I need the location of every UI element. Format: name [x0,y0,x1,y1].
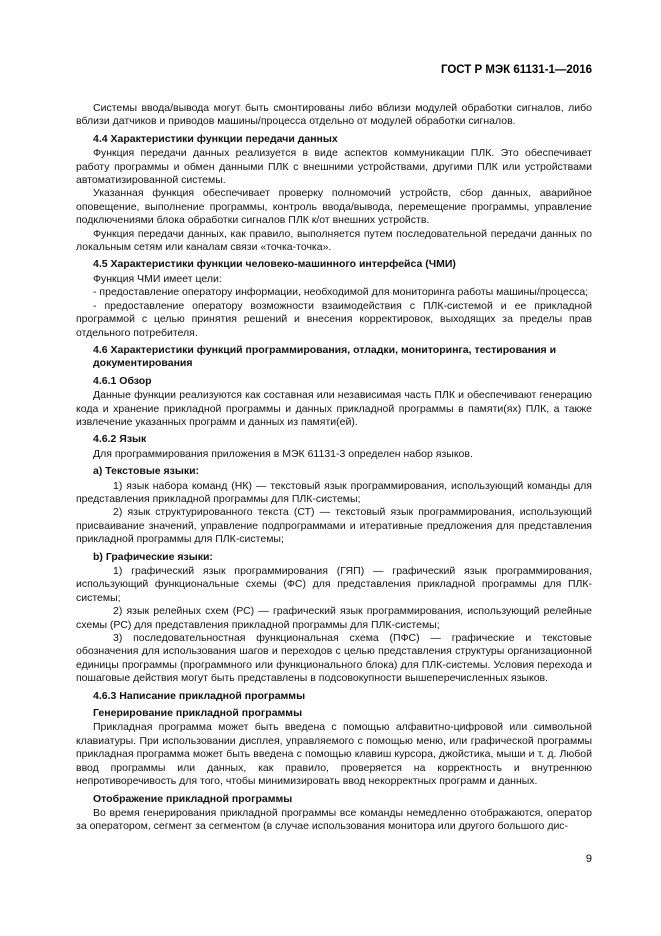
list-item: 3) последовательностная функциональная схема (ПФС) — графические и текстовые обозначения для использования шагов и переходов с целью представления структуры организационной единицы программы (программного или функционального блока) для ПЛК-системы. Условия перехода и пошаговые действия могут быть представлены в подсовокупности вышеперечисленных языков. [76,632,592,685]
paragraph: Для программирования приложения в МЭК 61131-3 определен набор языков. [93,447,473,460]
document-body [76,102,592,834]
list-item: 1) язык набора команд (НК) — текстовый язык программирования, использующий команды для представления прикладной программы для ПЛК-системы; [76,479,592,505]
list-item: 2) язык структурированного текста (СТ) — текстовый язык программирования, использующий присваивание значений, управление подпрограммами и итеративные предложения для представления прикладной программы для ПЛК-системы; [76,506,592,546]
section-heading-4-6-2: 4.6.2 Язык [93,433,147,446]
page-header: ГОСТ Р МЭК 61131-1—2016 [440,64,592,76]
section-heading-4-6-1: 4.6.1 Обзор [93,374,152,387]
paragraph: Функция ЧМИ имеет цели: [93,272,222,285]
subheading-display: Отображение прикладной программы [93,792,293,805]
list-item: 1) графический язык программирования (ГЯП) — графический язык программирования, использующий функциональные схемы (ФС) для представления прикладной программы для ПЛК-системы; [76,565,592,604]
section-heading-4-5: 4.5 Характеристики функции человеко-машинного интерфейса (ЧМИ) [93,258,456,271]
subheading-text-languages: a) Текстовые языки: [93,465,200,478]
section-heading-4-6-3: 4.6.3 Написание прикладной программы [93,689,306,702]
section-heading-4-6: 4.6 Характеристики функций программирования, отладки, мониторинга, тестирования и документирования [93,343,557,370]
list-item: - предоставление оператору информации, необходимой для мониторинга работы машины/процесса; [93,286,589,299]
paragraph: Системы ввода/вывода могут быть смонтированы либо вблизи модулей обработки сигналов, либо вблизи датчиков и приводов машины/процесса отдельно от модулей обработки сигналов. [76,102,592,128]
paragraph: Данные функции реализуются как составная или независимая часть ПЛК и обеспечивают генерацию кода и хранение прикладной программы и данных прикладной программы в памяти(ях) ПЛК, а также извлечение указанных программ и данных из памяти(ей). [76,389,592,428]
paragraph: Прикладная программа может быть введена с помощью алфавитно-цифровой или символьной клавиатуры. При использовании дисплея, управляемого с помощью меню, или графической программы прикладная программа может быть введена с помощью клавиш курсора, джойстика, мыши и т. д. Любой ввод программы или данных, как правило, проверяется на корректность и внутреннюю непротиворечивость для того, чтобы минимизировать ввод некорректных программ и данных. [76,721,592,788]
paragraph: Во время генерирования прикладной программы все команды немедленно отображаются, оператор за оператором, сегмент за сегментом (в случае использования монитора или другого большого дис- [76,806,592,833]
subheading-graphic-languages: b) Графические языки: [93,550,213,563]
section-heading-4-4: 4.4 Характеристики функции передачи данных [93,132,338,145]
paragraph: Функция передачи данных, как правило, выполняется путем последовательной передачи данных по локальным сетям или каналам связи «точка-точка». [76,227,592,254]
list-item: 2) язык релейных схем (РС) — графический язык программирования, использующий релейные схемы (РС) для представления прикладной программы для ПЛК-системы; [76,605,592,631]
page-number: 9 [585,853,592,865]
list-item: - предоставление оператору возможности взаимодействия с ПЛК-системой и ее прикладной программой с целью принятия решений и внесения корректировок, выходящих за пределы прав отдельного потребителя. [76,299,592,339]
subheading-generation: Генерирование прикладной программы [93,707,303,720]
paragraph: Функция передачи данных реализуется в виде аспектов коммуникации ПЛК. Это обеспечивает работу программы и обмен данными ПЛК с внешними устройствами, другими ПЛК или устройствами автоматизированной системы. [76,147,592,187]
paragraph: Указанная функция обеспечивает проверку полномочий устройств, сбор данных, аварийное оповещение, выполнение программы, контроль ввода/вывода, перемещение программы, управление подключениями блока обработки сигналов ПЛК к/от внешних устройств. [76,187,592,227]
